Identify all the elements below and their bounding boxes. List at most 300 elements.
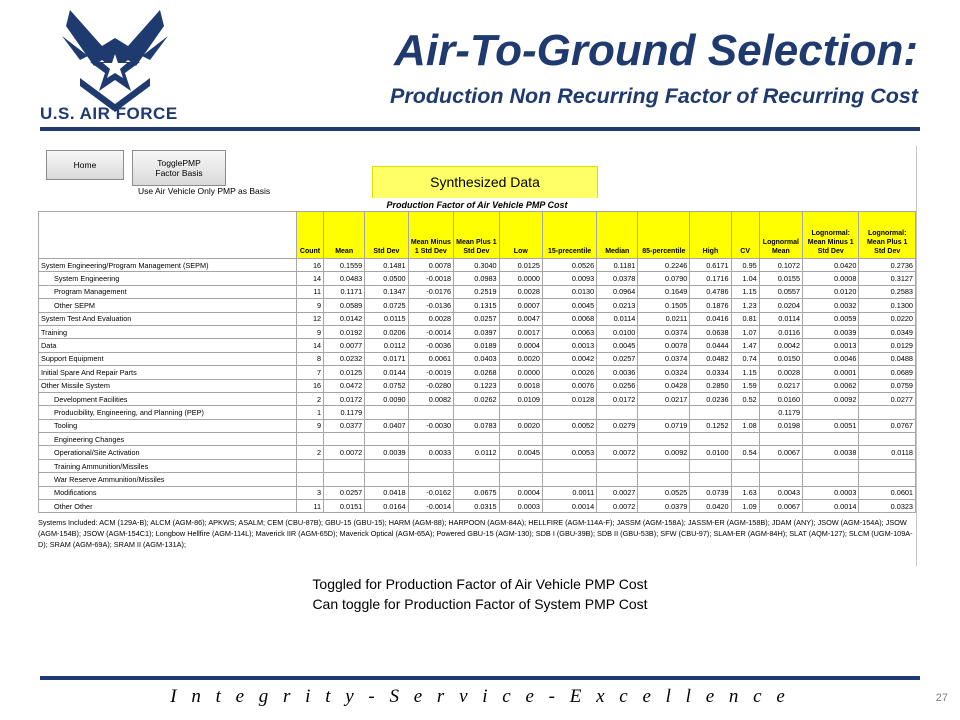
table-cell: 0.0172 <box>324 392 365 405</box>
table-cell <box>296 433 323 446</box>
table-cell: 0.0601 <box>859 486 916 499</box>
table-cell: 0.0061 <box>408 352 454 365</box>
table-cell: 0.0032 <box>803 299 859 312</box>
table-cell: 0.1505 <box>638 299 690 312</box>
table-cell: 0.0100 <box>597 325 638 338</box>
logo-text: U.S. AIR FORCE <box>40 104 178 123</box>
row-label: Initial Spare And Repair Parts <box>39 366 297 379</box>
table-row <box>39 299 916 312</box>
table-cell <box>365 459 408 472</box>
table-cell: 0.0039 <box>365 446 408 459</box>
table-cell: 0.0257 <box>597 352 638 365</box>
row-label: Data <box>39 339 297 352</box>
table-cell: 0.0027 <box>597 486 638 499</box>
table-header-row <box>39 212 916 259</box>
table-cell: 0.0007 <box>499 299 542 312</box>
table-cell <box>365 406 408 419</box>
table-cell: 0.0589 <box>324 299 365 312</box>
table-cell: 0.1179 <box>759 406 802 419</box>
table-cell: 0.0262 <box>454 392 500 405</box>
table-cell: 0.1315 <box>454 299 500 312</box>
row-label: War Reserve Ammunition/Missiles <box>39 473 297 486</box>
table-cell: 0.0379 <box>638 500 690 513</box>
column-header: Lognormal Mean <box>759 212 802 259</box>
table-cell <box>499 406 542 419</box>
table-cell: 1.04 <box>731 272 759 285</box>
table-cell <box>499 473 542 486</box>
table-cell: 0.0072 <box>597 446 638 459</box>
table-cell <box>731 459 759 472</box>
table-cell: 0.0171 <box>365 352 408 365</box>
table-cell: 0.0759 <box>859 379 916 392</box>
table-cell: 0.0129 <box>859 339 916 352</box>
table-cell: 0.0752 <box>365 379 408 392</box>
table-cell: 0.0236 <box>690 392 731 405</box>
table-cell: -0.0176 <box>408 285 454 298</box>
table-cell: 0.0100 <box>690 446 731 459</box>
header-divider <box>40 127 920 131</box>
table-cell: 0.1300 <box>859 299 916 312</box>
table-cell: 0.0125 <box>324 366 365 379</box>
table-cell: 0.0028 <box>408 312 454 325</box>
table-row <box>39 339 916 352</box>
table-cell: 0.0472 <box>324 379 365 392</box>
table-cell: 0.0374 <box>638 325 690 338</box>
table-cell: 0.1716 <box>690 272 731 285</box>
column-header <box>39 212 297 259</box>
table-cell: 0.2736 <box>859 259 916 272</box>
table-cell: 0.52 <box>731 392 759 405</box>
table-cell <box>803 406 859 419</box>
table-cell: 11 <box>296 285 323 298</box>
table-cell: 0.0420 <box>690 500 731 513</box>
table-cell <box>759 433 802 446</box>
table-cell: 0.2246 <box>638 259 690 272</box>
table-cell: 0.0130 <box>542 285 596 298</box>
footer-motto: I n t e g r i t y - S e r v i c e - E x c e l l e n c e <box>170 686 790 707</box>
table-cell: 9 <box>296 299 323 312</box>
table-cell: -0.0018 <box>408 272 454 285</box>
table-cell: 0.0675 <box>454 486 500 499</box>
table-cell: 0.0045 <box>597 339 638 352</box>
table-cell: 0.0000 <box>499 366 542 379</box>
table-cell: 0.0407 <box>365 419 408 432</box>
column-header: Count <box>296 212 323 259</box>
page-subtitle: Production Non Recurring Factor of Recurring Cost <box>390 84 918 108</box>
table-cell: 0.1223 <box>454 379 500 392</box>
table-cell: 0.3127 <box>859 272 916 285</box>
table-cell: 0.0217 <box>638 392 690 405</box>
table-cell <box>408 459 454 472</box>
table-cell: 0.0008 <box>803 272 859 285</box>
table-row <box>39 366 916 379</box>
table-cell: 0.0045 <box>499 446 542 459</box>
table-row <box>39 325 916 338</box>
table-cell: 0.0072 <box>324 446 365 459</box>
table-cell <box>365 433 408 446</box>
table-cell: 0.0189 <box>454 339 500 352</box>
table-cell: 0.0483 <box>324 272 365 285</box>
table-cell: -0.0014 <box>408 500 454 513</box>
table-cell: 0.0112 <box>454 446 500 459</box>
table-cell: 0.0428 <box>638 379 690 392</box>
table-cell <box>690 459 731 472</box>
table-cell: 0.0349 <box>859 325 916 338</box>
table-cell: 0.81 <box>731 312 759 325</box>
table-cell: 0.0268 <box>454 366 500 379</box>
table-cell: 0.0092 <box>638 446 690 459</box>
row-label: Other SEPM <box>39 299 297 312</box>
table-cell: 0.0739 <box>690 486 731 499</box>
table-row <box>39 272 916 285</box>
home-button[interactable]: Home <box>46 150 124 180</box>
table-cell: 0.0557 <box>759 285 802 298</box>
table-cell: 0.0232 <box>324 352 365 365</box>
table-cell: 3 <box>296 486 323 499</box>
table-cell <box>731 433 759 446</box>
table-cell <box>759 473 802 486</box>
table-cell <box>408 406 454 419</box>
table-cell: 0.0155 <box>759 272 802 285</box>
row-label: System Test And Evaluation <box>39 312 297 325</box>
table-cell: 0.0725 <box>365 299 408 312</box>
row-label: System Engineering/Program Management (SEPM) <box>39 259 297 272</box>
table-row <box>39 500 916 513</box>
table-cell: 0.0324 <box>638 366 690 379</box>
table-cell <box>542 433 596 446</box>
table-cell: 0.0689 <box>859 366 916 379</box>
table-cell <box>638 459 690 472</box>
table-cell: 0.0403 <box>454 352 500 365</box>
table-cell: 0.0397 <box>454 325 500 338</box>
table-cell <box>454 406 500 419</box>
table-cell: 0.0377 <box>324 419 365 432</box>
table-cell: 0.0277 <box>859 392 916 405</box>
row-label: Engineering Changes <box>39 433 297 446</box>
table-cell: 0.1876 <box>690 299 731 312</box>
table-cell: 0.0120 <box>803 285 859 298</box>
table-cell: 0.0003 <box>499 500 542 513</box>
table-cell: 0.0206 <box>365 325 408 338</box>
table-cell: 0.0374 <box>638 352 690 365</box>
table-cell: 0.0767 <box>859 419 916 432</box>
table-cell: 0.0020 <box>499 419 542 432</box>
table-cell: 0.0526 <box>542 259 596 272</box>
table-cell: 0.0378 <box>597 272 638 285</box>
table-row <box>39 259 916 272</box>
table-cell: 0.1181 <box>597 259 638 272</box>
row-label: Training Ammunition/Missiles <box>39 459 297 472</box>
row-label: Operational/Site Activation <box>39 446 297 459</box>
table-cell: 0.0114 <box>597 312 638 325</box>
table-cell <box>408 433 454 446</box>
table-cell: 0.0013 <box>803 339 859 352</box>
row-label: Support Equipment <box>39 352 297 365</box>
table-cell: 0.0046 <box>803 352 859 365</box>
table-cell: 0.0038 <box>803 446 859 459</box>
table-cell <box>638 406 690 419</box>
table-cell: 0.0144 <box>365 366 408 379</box>
table-cell: 1.07 <box>731 325 759 338</box>
table-cell <box>731 473 759 486</box>
table-cell: 0.0043 <box>759 486 802 499</box>
table-cell: 0.0257 <box>454 312 500 325</box>
table-cell: 0.0033 <box>408 446 454 459</box>
table-row <box>39 473 916 486</box>
caption-line-2: Can toggle for Production Factor of System PMP Cost <box>312 596 648 612</box>
table-cell: 0.0211 <box>638 312 690 325</box>
table-cell: 0.0072 <box>597 500 638 513</box>
table-cell <box>365 473 408 486</box>
table-cell: 0.0004 <box>499 486 542 499</box>
table-row <box>39 352 916 365</box>
table-cell: 0.0192 <box>324 325 365 338</box>
table-cell <box>859 433 916 446</box>
table-cell: 1.08 <box>731 419 759 432</box>
table-cell: 0.0068 <box>542 312 596 325</box>
table-cell: 0.0116 <box>759 325 802 338</box>
table-cell: 0.0001 <box>803 366 859 379</box>
column-header: Mean Minus 1 Std Dev <box>408 212 454 259</box>
table-cell <box>803 433 859 446</box>
table-cell: 0.1252 <box>690 419 731 432</box>
table-cell: 0.0000 <box>499 272 542 285</box>
table-cell: 0.0488 <box>859 352 916 365</box>
table-cell: 0.0077 <box>324 339 365 352</box>
table-cell <box>296 459 323 472</box>
table-cell: 0.0020 <box>499 352 542 365</box>
table-cell: 0.1072 <box>759 259 802 272</box>
table-cell <box>454 433 500 446</box>
table-cell <box>690 406 731 419</box>
table-cell: -0.0036 <box>408 339 454 352</box>
row-label: System Engineering <box>39 272 297 285</box>
table-cell: 0.74 <box>731 352 759 365</box>
table-cell: 0.0014 <box>542 500 596 513</box>
table-cell: 0.0042 <box>759 339 802 352</box>
table-row <box>39 406 916 419</box>
table-cell: 16 <box>296 259 323 272</box>
table-cell: 0.0078 <box>638 339 690 352</box>
table-cell: 2 <box>296 446 323 459</box>
table-cell: 0.0047 <box>499 312 542 325</box>
column-header: Median <box>597 212 638 259</box>
table-cell <box>597 473 638 486</box>
table-cell <box>803 459 859 472</box>
table-cell: 0.0003 <box>803 486 859 499</box>
table-cell: 0.0028 <box>499 285 542 298</box>
table-cell: 0.54 <box>731 446 759 459</box>
table-cell: 0.0092 <box>803 392 859 405</box>
table-cell: 0.0112 <box>365 339 408 352</box>
table-cell: 0.0052 <box>542 419 596 432</box>
row-label: Producibility, Engineering, and Planning (PEP) <box>39 406 297 419</box>
table-cell: 0.0719 <box>638 419 690 432</box>
table-cell <box>542 459 596 472</box>
table-cell: -0.0280 <box>408 379 454 392</box>
table-cell: 0.0062 <box>803 379 859 392</box>
page-number: 27 <box>935 692 948 704</box>
table-row <box>39 459 916 472</box>
table-cell <box>731 406 759 419</box>
table-cell: 0.0004 <box>499 339 542 352</box>
table-cell <box>597 459 638 472</box>
table-cell: 0.0114 <box>759 312 802 325</box>
table-cell <box>638 433 690 446</box>
column-header: Lognormal: Mean Plus 1 Std Dev <box>859 212 916 259</box>
table-cell: -0.0162 <box>408 486 454 499</box>
table-cell: 1.09 <box>731 500 759 513</box>
table-cell: 0.0638 <box>690 325 731 338</box>
table-cell: 0.0045 <box>542 299 596 312</box>
row-label: Other Missile System <box>39 379 297 392</box>
row-label: Modifications <box>39 486 297 499</box>
table-cell: 0.2850 <box>690 379 731 392</box>
spreadsheet-panel <box>38 146 917 566</box>
table-cell <box>296 473 323 486</box>
table-title: Production Factor of Air Vehicle PMP Cost <box>39 198 916 212</box>
table-cell: 0.0076 <box>542 379 596 392</box>
row-label: Program Management <box>39 285 297 298</box>
table-cell <box>859 459 916 472</box>
table-cell: 1.23 <box>731 299 759 312</box>
caption-line-1: Toggled for Production Factor of Air Vehicle PMP Cost <box>312 576 648 592</box>
table-row <box>39 285 916 298</box>
column-header: Mean <box>324 212 365 259</box>
row-label: Training <box>39 325 297 338</box>
basis-note: Use Air Vehicle Only PMP as Basis <box>138 186 271 196</box>
table-cell: 7 <box>296 366 323 379</box>
table-cell: 14 <box>296 272 323 285</box>
table-row <box>39 392 916 405</box>
column-header: Low <box>499 212 542 259</box>
table-row <box>39 486 916 499</box>
table-cell: -0.0030 <box>408 419 454 432</box>
table-cell: 0.0213 <box>597 299 638 312</box>
table-cell <box>454 473 500 486</box>
table-cell: 0.0418 <box>365 486 408 499</box>
table-cell <box>690 473 731 486</box>
table-cell: 0.1559 <box>324 259 365 272</box>
table-cell: 0.0067 <box>759 446 802 459</box>
table-row <box>39 419 916 432</box>
table-cell <box>638 473 690 486</box>
table-cell: 0.4786 <box>690 285 731 298</box>
table-cell: 0.0051 <box>803 419 859 432</box>
table-cell: 0.0279 <box>597 419 638 432</box>
table-cell: 9 <box>296 325 323 338</box>
column-header: Std Dev <box>365 212 408 259</box>
table-cell: 0.0198 <box>759 419 802 432</box>
table-cell <box>499 459 542 472</box>
table-cell: -0.0136 <box>408 299 454 312</box>
toggle-pmp-button[interactable]: TogglePMP Factor Basis <box>132 150 226 186</box>
table-cell: 1.15 <box>731 366 759 379</box>
table-cell: 0.95 <box>731 259 759 272</box>
footer-divider <box>40 676 920 680</box>
table-cell: 0.0082 <box>408 392 454 405</box>
table-cell: 0.0204 <box>759 299 802 312</box>
table-cell: 0.0964 <box>597 285 638 298</box>
table-cell: -0.0014 <box>408 325 454 338</box>
table-cell: 0.0500 <box>365 272 408 285</box>
table-cell: 0.0323 <box>859 500 916 513</box>
table-cell: 1.63 <box>731 486 759 499</box>
table-cell: 0.0790 <box>638 272 690 285</box>
table-cell <box>859 406 916 419</box>
table-row <box>39 446 916 459</box>
table-cell: 0.0017 <box>499 325 542 338</box>
table-cell <box>324 459 365 472</box>
table-title-row <box>39 198 916 212</box>
table-cell <box>454 459 500 472</box>
table-cell: 0.0783 <box>454 419 500 432</box>
column-header: 85-percentile <box>638 212 690 259</box>
table-cell: 0.0420 <box>803 259 859 272</box>
table-cell: 0.1179 <box>324 406 365 419</box>
table-cell <box>759 459 802 472</box>
table-cell: 0.0109 <box>499 392 542 405</box>
table-cell: 0.0028 <box>759 366 802 379</box>
table-cell: 12 <box>296 312 323 325</box>
table-cell: 0.0151 <box>324 500 365 513</box>
table-cell: 0.0125 <box>499 259 542 272</box>
table-cell: 9 <box>296 419 323 432</box>
table-cell <box>803 473 859 486</box>
table-cell <box>499 433 542 446</box>
table-cell: 0.0983 <box>454 272 500 285</box>
table-cell: 0.0078 <box>408 259 454 272</box>
table-cell: 0.0042 <box>542 352 596 365</box>
table-cell: 0.0053 <box>542 446 596 459</box>
table-cell: 0.0118 <box>859 446 916 459</box>
column-header: 15-precentile <box>542 212 596 259</box>
table-cell <box>542 406 596 419</box>
synthesized-data-label: Synthesized Data <box>372 166 598 199</box>
table-cell <box>597 433 638 446</box>
table-cell <box>859 473 916 486</box>
page-title: Air-To-Ground Selection: <box>394 26 918 75</box>
table-cell: 0.0256 <box>597 379 638 392</box>
table-cell: 0.0315 <box>454 500 500 513</box>
table-cell <box>542 473 596 486</box>
table-cell: 0.6171 <box>690 259 731 272</box>
table-cell: 0.0090 <box>365 392 408 405</box>
table-cell: 0.0036 <box>597 366 638 379</box>
table-cell: 0.1171 <box>324 285 365 298</box>
table-cell: 0.0160 <box>759 392 802 405</box>
table-cell: 0.0063 <box>542 325 596 338</box>
table-cell: 0.0150 <box>759 352 802 365</box>
column-header: CV <box>731 212 759 259</box>
table-cell: 8 <box>296 352 323 365</box>
table-cell: 0.0416 <box>690 312 731 325</box>
table-cell: 0.0142 <box>324 312 365 325</box>
table-cell: 2 <box>296 392 323 405</box>
table-cell: -0.0019 <box>408 366 454 379</box>
table-cell: 0.1481 <box>365 259 408 272</box>
table-cell: 0.0059 <box>803 312 859 325</box>
table-cell <box>324 433 365 446</box>
table-cell: 0.0525 <box>638 486 690 499</box>
table-cell: 14 <box>296 339 323 352</box>
table-cell: 0.1649 <box>638 285 690 298</box>
table-row <box>39 379 916 392</box>
table-cell: 0.0115 <box>365 312 408 325</box>
row-label: Other Other <box>39 500 297 513</box>
row-label: Development Facilities <box>39 392 297 405</box>
table-cell: 0.0013 <box>542 339 596 352</box>
